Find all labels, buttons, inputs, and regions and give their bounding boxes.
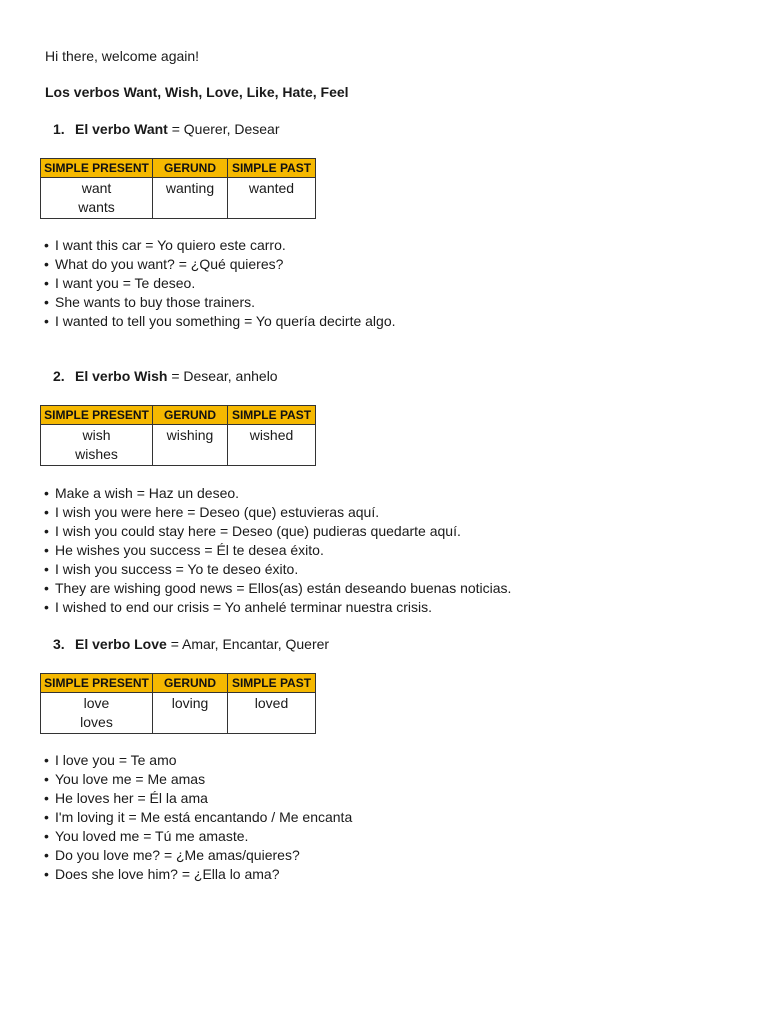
table-row bbox=[41, 425, 316, 466]
header-gerund: GERUND bbox=[153, 406, 228, 425]
list-item: • Do you love me? = ¿Me amas/quieres? bbox=[44, 846, 352, 865]
cell-gerund: wanting bbox=[153, 178, 228, 219]
example-list-want bbox=[44, 236, 396, 331]
cell-gerund: wishing bbox=[153, 425, 228, 466]
header-simple-present: SIMPLE PRESENT bbox=[41, 406, 153, 425]
list-item: • You loved me = Tú me amaste. bbox=[44, 827, 352, 846]
section-meaning: = Amar, Encantar, Querer bbox=[166, 636, 330, 652]
cell-simple-past: wished bbox=[228, 425, 316, 466]
table-header-row bbox=[41, 159, 316, 178]
table-header-row bbox=[41, 674, 316, 693]
list-item: • He loves her = Él la ama bbox=[44, 789, 352, 808]
list-item: • I wished to end our crisis = Yo anhelé terminar nuestra crisis. bbox=[44, 598, 511, 617]
section-meaning: = Querer, Desear bbox=[167, 121, 280, 137]
present-form: wishes bbox=[75, 446, 118, 462]
cell-gerund: loving bbox=[153, 693, 228, 734]
list-item: • She wants to buy those trainers. bbox=[44, 293, 396, 312]
list-item: • Does she love him? = ¿Ella lo ama? bbox=[44, 865, 352, 884]
section-number: 3. bbox=[53, 636, 65, 652]
list-item: • I wanted to tell you something = Yo quería decirte algo. bbox=[44, 312, 396, 331]
cell-simple-present bbox=[41, 178, 153, 219]
list-item: • Make a wish = Haz un deseo. bbox=[44, 484, 511, 503]
list-item: • I want this car = Yo quiero este carro. bbox=[44, 236, 396, 255]
example-list-love bbox=[44, 751, 352, 884]
verb-table-love bbox=[40, 673, 316, 734]
table-row bbox=[41, 693, 316, 734]
table-row bbox=[41, 178, 316, 219]
list-item: • He wishes you success = Él te desea éxito. bbox=[44, 541, 511, 560]
section-label: El verbo Wish bbox=[75, 368, 168, 384]
header-simple-past: SIMPLE PAST bbox=[228, 674, 316, 693]
list-item: • I want you = Te deseo. bbox=[44, 274, 396, 293]
section-number: 2. bbox=[53, 368, 65, 384]
present-form: loves bbox=[80, 714, 113, 730]
cell-simple-past: wanted bbox=[228, 178, 316, 219]
present-form: wish bbox=[82, 427, 111, 443]
header-simple-past: SIMPLE PAST bbox=[228, 406, 316, 425]
list-item: • I wish you success = Yo te deseo éxito. bbox=[44, 560, 511, 579]
section-number: 1. bbox=[53, 121, 65, 137]
verb-table-wish bbox=[40, 405, 316, 466]
cell-simple-present bbox=[41, 425, 153, 466]
list-item: • What do you want? = ¿Qué quieres? bbox=[44, 255, 396, 274]
cell-simple-present bbox=[41, 693, 153, 734]
list-item: • I wish you were here = Deseo (que) estuvieras aquí. bbox=[44, 503, 511, 522]
header-gerund: GERUND bbox=[153, 159, 228, 178]
list-item: • I wish you could stay here = Deseo (que) pudieras quedarte aquí. bbox=[44, 522, 511, 541]
list-item: • I'm loving it = Me está encantando / Me encanta bbox=[44, 808, 352, 827]
list-item: • You love me = Me amas bbox=[44, 770, 352, 789]
verb-table-want bbox=[40, 158, 316, 219]
cell-simple-past: loved bbox=[228, 693, 316, 734]
section-meaning: = Desear, anhelo bbox=[167, 368, 278, 384]
section-label: El verbo Want bbox=[75, 121, 168, 137]
present-form: wants bbox=[78, 199, 115, 215]
list-item: • I love you = Te amo bbox=[44, 751, 352, 770]
section-label: El verbo Love bbox=[75, 636, 167, 652]
header-gerund: GERUND bbox=[153, 674, 228, 693]
list-item: • They are wishing good news = Ellos(as) están deseando buenas noticias. bbox=[44, 579, 511, 598]
present-form: want bbox=[81, 180, 112, 196]
section-heading-wish bbox=[53, 368, 278, 384]
header-simple-past: SIMPLE PAST bbox=[228, 159, 316, 178]
example-list-wish bbox=[44, 484, 511, 617]
present-form: love bbox=[83, 695, 110, 711]
greeting-text: Hi there, welcome again! bbox=[45, 48, 200, 64]
table-header-row bbox=[41, 406, 316, 425]
header-simple-present: SIMPLE PRESENT bbox=[41, 159, 153, 178]
section-heading-love bbox=[53, 636, 329, 652]
section-heading-want bbox=[53, 121, 280, 137]
document-title: Los verbos Want, Wish, Love, Like, Hate, Feel bbox=[45, 84, 349, 100]
header-simple-present: SIMPLE PRESENT bbox=[41, 674, 153, 693]
